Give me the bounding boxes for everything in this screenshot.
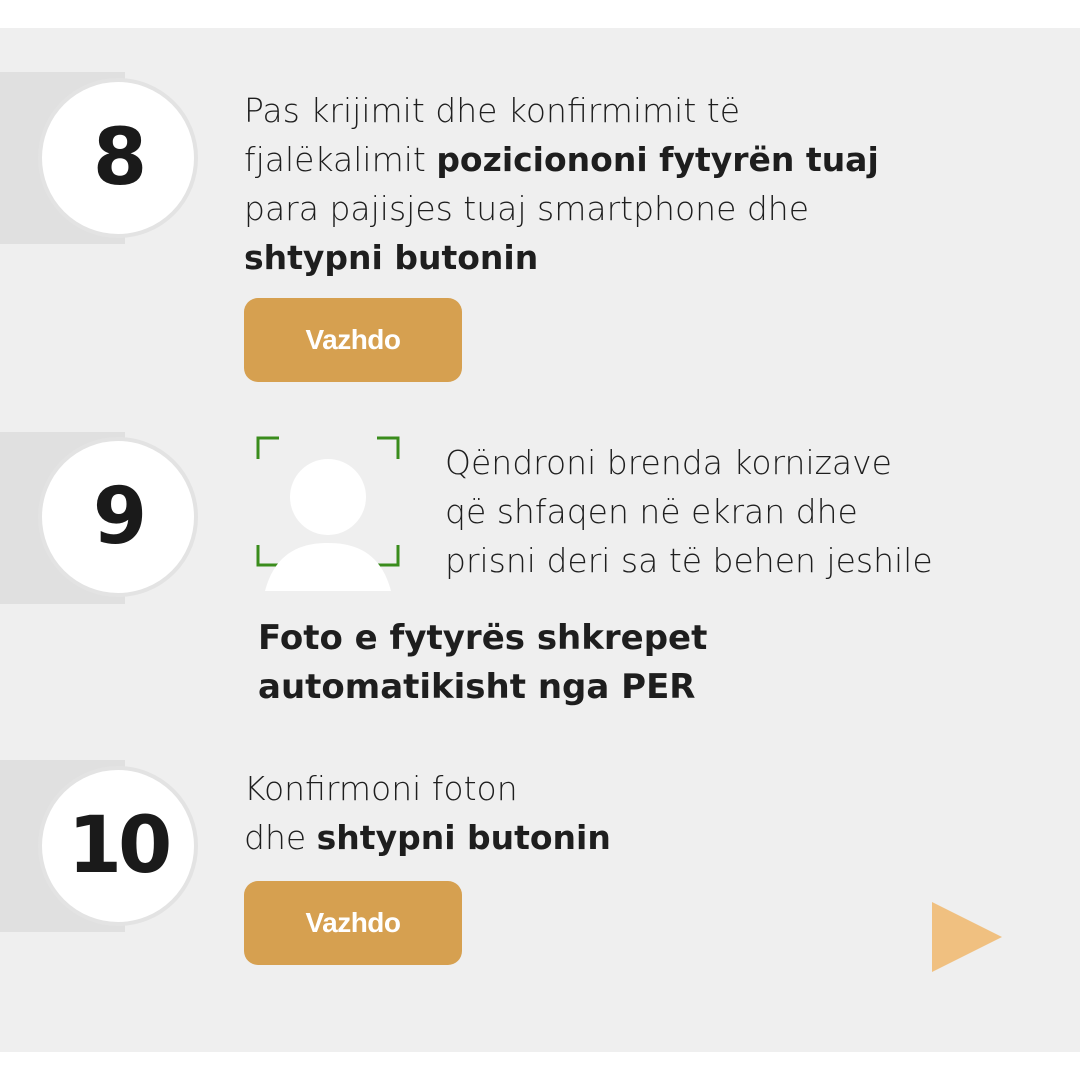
step-8-line2a: fjalëkalimit [244, 140, 437, 179]
step-9-text [445, 438, 1045, 585]
step-8-line2-bold: poziciononi fytyrën tuaj [436, 140, 879, 179]
face-frame-icon [255, 435, 401, 591]
step-9-line2: që shfaqen në ekran dhe [445, 492, 858, 531]
step-8-text [244, 86, 1004, 282]
step-10-continue-button[interactable]: Vazhdo [244, 881, 462, 965]
bold-note-line1: Foto e fytyrës shkrepet [258, 618, 708, 658]
play-arrow-icon[interactable] [930, 900, 1004, 974]
step-9-bold-note [258, 614, 707, 712]
step-8-number: 8 [38, 78, 198, 238]
step-9-line3: prisni deri sa të behen jeshile [445, 541, 933, 580]
step-10-line2-bold: shtypni butonin [316, 818, 611, 857]
step-10-number: 10 [38, 766, 198, 926]
step-10-line2-prefix: dhe [244, 818, 317, 857]
step-9-number: 9 [38, 437, 198, 597]
step-10-line1: Konfirmoni foton [244, 769, 518, 808]
step-8-line4-bold: shtypni butonin [244, 238, 539, 277]
step-8-line3: para pajisjes tuaj smartphone dhe [244, 189, 810, 228]
bold-note-line2: automatikisht nga PER [258, 667, 696, 707]
step-9-line1: Qëndroni brenda kornizave [445, 443, 892, 482]
step-8-line1: Pas krijimit dhe konfirmimit të [244, 91, 741, 130]
step-10-text [244, 764, 944, 862]
step-8-continue-button[interactable]: Vazhdo [244, 298, 462, 382]
